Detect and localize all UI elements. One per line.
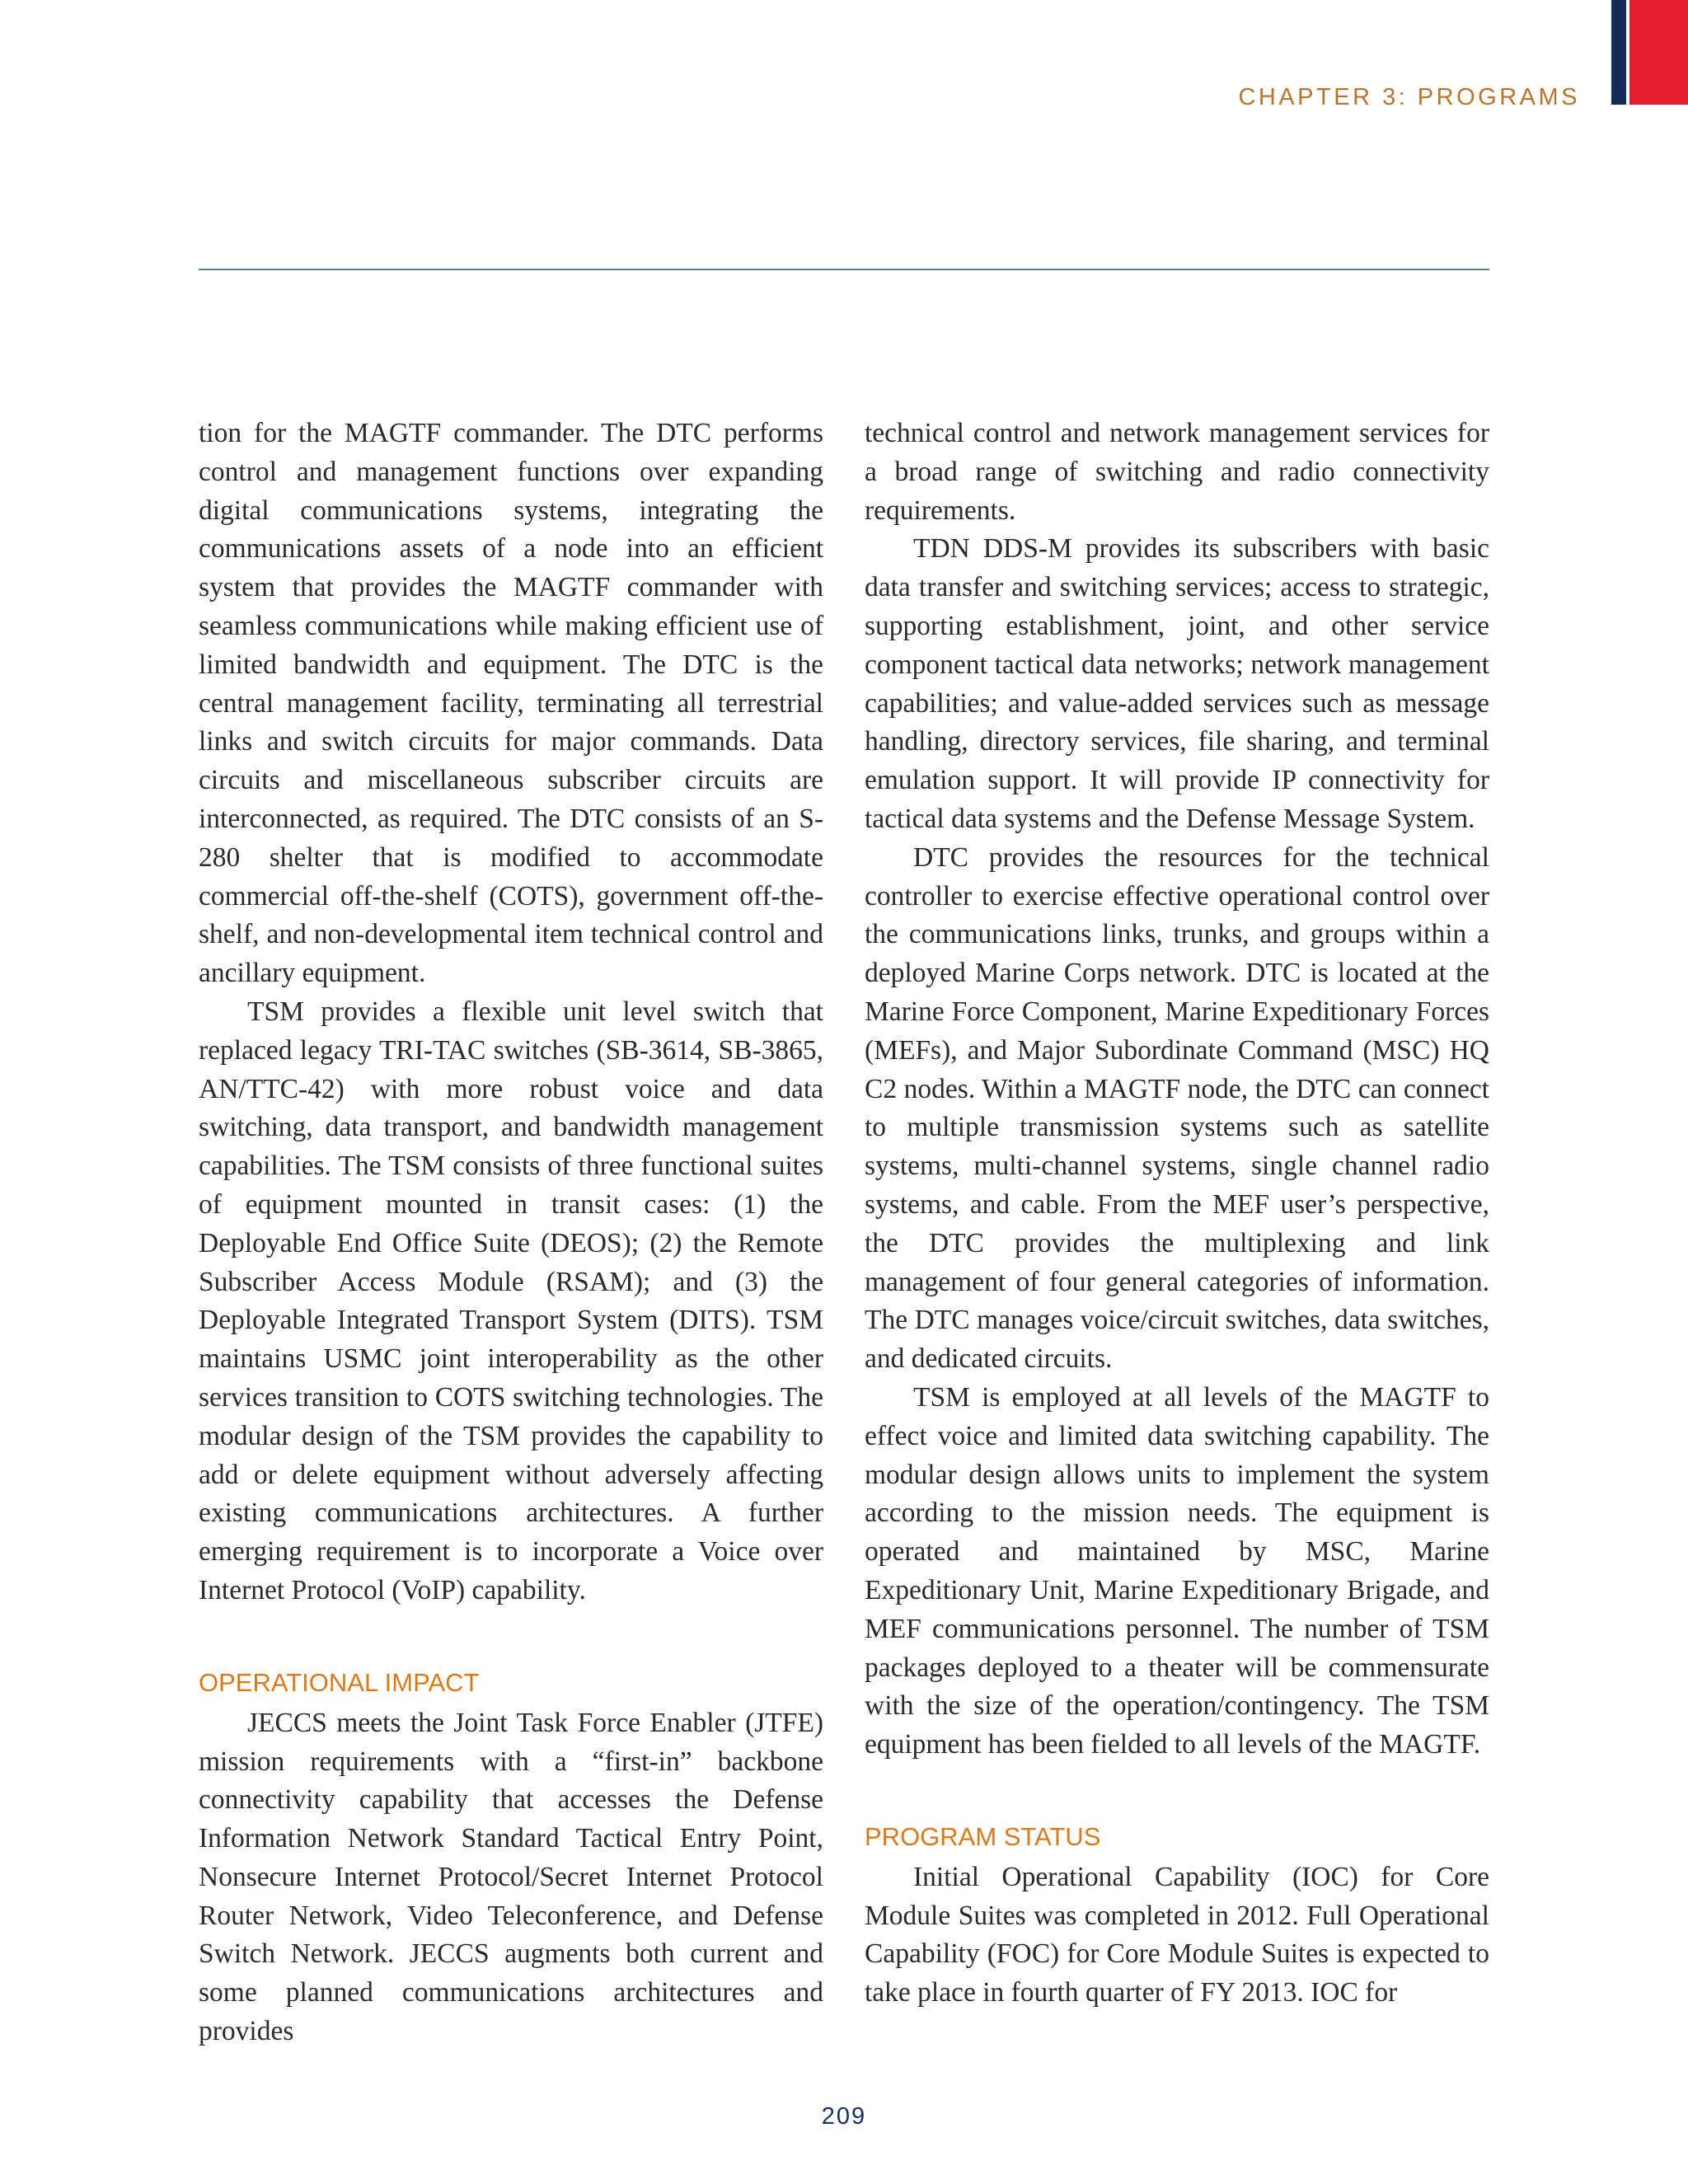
right-paragraph-2: TDN DDS-M provides its subscribers with basic data transfer and switching services; access to strategic, supporting establishment, joint, and other service component tactical data networks; network management capabilities; and value-added services such as message handling, directory services, file sharing, and terminal emulation support. It will provide IP connectivity for tactical data systems and the Defense Message System. bbox=[865, 533, 1489, 834]
right-paragraph-3: DTC provides the resources for the technical controller to exercise effective operational control over the communications links, trunks, and groups within a deployed Marine Corps network. DTC is located at the Marine Force Component, Marine Expeditionary Forces (MEFs), and Major Subordinate Command (MSC) HQ C2 nodes. Within a MAGTF node, the DTC can connect to multiple transmission systems such as satellite systems, multi-channel systems, single channel radio systems, and cable. From the MEF user’s perspective, the DTC provides the multiplexing and link management of four general categories of information. The DTC manages voice/circuit switches, data switches, and dedicated circuits. bbox=[865, 841, 1489, 1375]
right-column bbox=[865, 415, 1489, 2013]
right-paragraph-1: technical control and network management services for a broad range of switching and radio connectivity requirements. bbox=[865, 418, 1489, 526]
chapter-title: CHAPTER 3: PROGRAMS bbox=[1238, 84, 1580, 110]
left-paragraph-3: JECCS meets the Joint Task Force Enabler (JTFE) mission requirements with a “first-in” backbone connectivity capability that accesses the Defense Information Network Standard Tactical Entry Point, Nonsecure Internet Protocol/Secret Internet Protocol Router Network, Video Teleconference, and Defense Switch Network. JECCS augments both current and some planned communications architectures and provides bbox=[199, 1707, 823, 2047]
page-number: 209 bbox=[821, 2103, 867, 2130]
program-status-heading: PROGRAM STATUS bbox=[865, 1821, 1101, 1851]
header-divider bbox=[199, 269, 1489, 270]
right-paragraph-4: TSM is employed at all levels of the MAGTF to effect voice and limited data switching capability. The modular design allows units to implement the system according to the mission needs. The equipment is operated and maintained by MSC, Marine Expeditionary Unit, Marine Expeditionary Brigade, and MEF communications personnel. The number of TSM packages deployed to a theater will be commensurate with the size of the operation/contingency. The TSM equipment has been fielded to all levels of the MAGTF. bbox=[865, 1381, 1489, 1760]
left-column bbox=[199, 415, 823, 2051]
left-paragraph-2: TSM provides a flexible unit level switch that replaced legacy TRI-TAC switches (SB-3614, SB-3865, AN/TTC-42) with more robust voice and data switching, data transport, and bandwidth management capabilities. The TSM consists of three functional suites of equipment mounted in transit cases: (1) the Deployable End Office Suite (DEOS); (2) the Remote Subscriber Access Module (RSAM); and (3) the Deployable Integrated Transport System (DITS). TSM maintains USMC joint interoperability as the other services transition to COTS switching technologies. The modular design of the TSM provides the capability to add or delete equipment without adversely affecting existing communications architectures. A further emerging requirement is to incorporate a Voice over Internet Protocol (VoIP) capability. bbox=[199, 996, 823, 1605]
chapter-tab-red bbox=[1629, 0, 1688, 105]
operational-impact-heading: OPERATIONAL IMPACT bbox=[199, 1667, 480, 1697]
right-paragraph-5: Initial Operational Capability (IOC) for Core Module Suites was completed in 2012. Full Operational Capability (FOC) for Core Module Suites is expected to take place in fourth quarter of FY 2013. IOC for bbox=[865, 1861, 1489, 2008]
left-paragraph-1: tion for the MAGTF commander. The DTC performs control and management functions over expanding digital communications systems, integrating the communications assets of a node into an efficient system that provides the MAGTF commander with seamless communications while making efficient use of limited bandwidth and equipment. The DTC is the central management facility, terminating all terrestrial links and switch circuits for major commands. Data circuits and miscellaneous subscriber circuits are interconnected, as required. The DTC consists of an S-280 shelter that is modified to accommodate commercial off-the-shelf (COTS), government off-the-shelf, and non-developmental item technical control and ancillary equipment. bbox=[199, 418, 823, 989]
chapter-tab-navy bbox=[1611, 0, 1626, 105]
